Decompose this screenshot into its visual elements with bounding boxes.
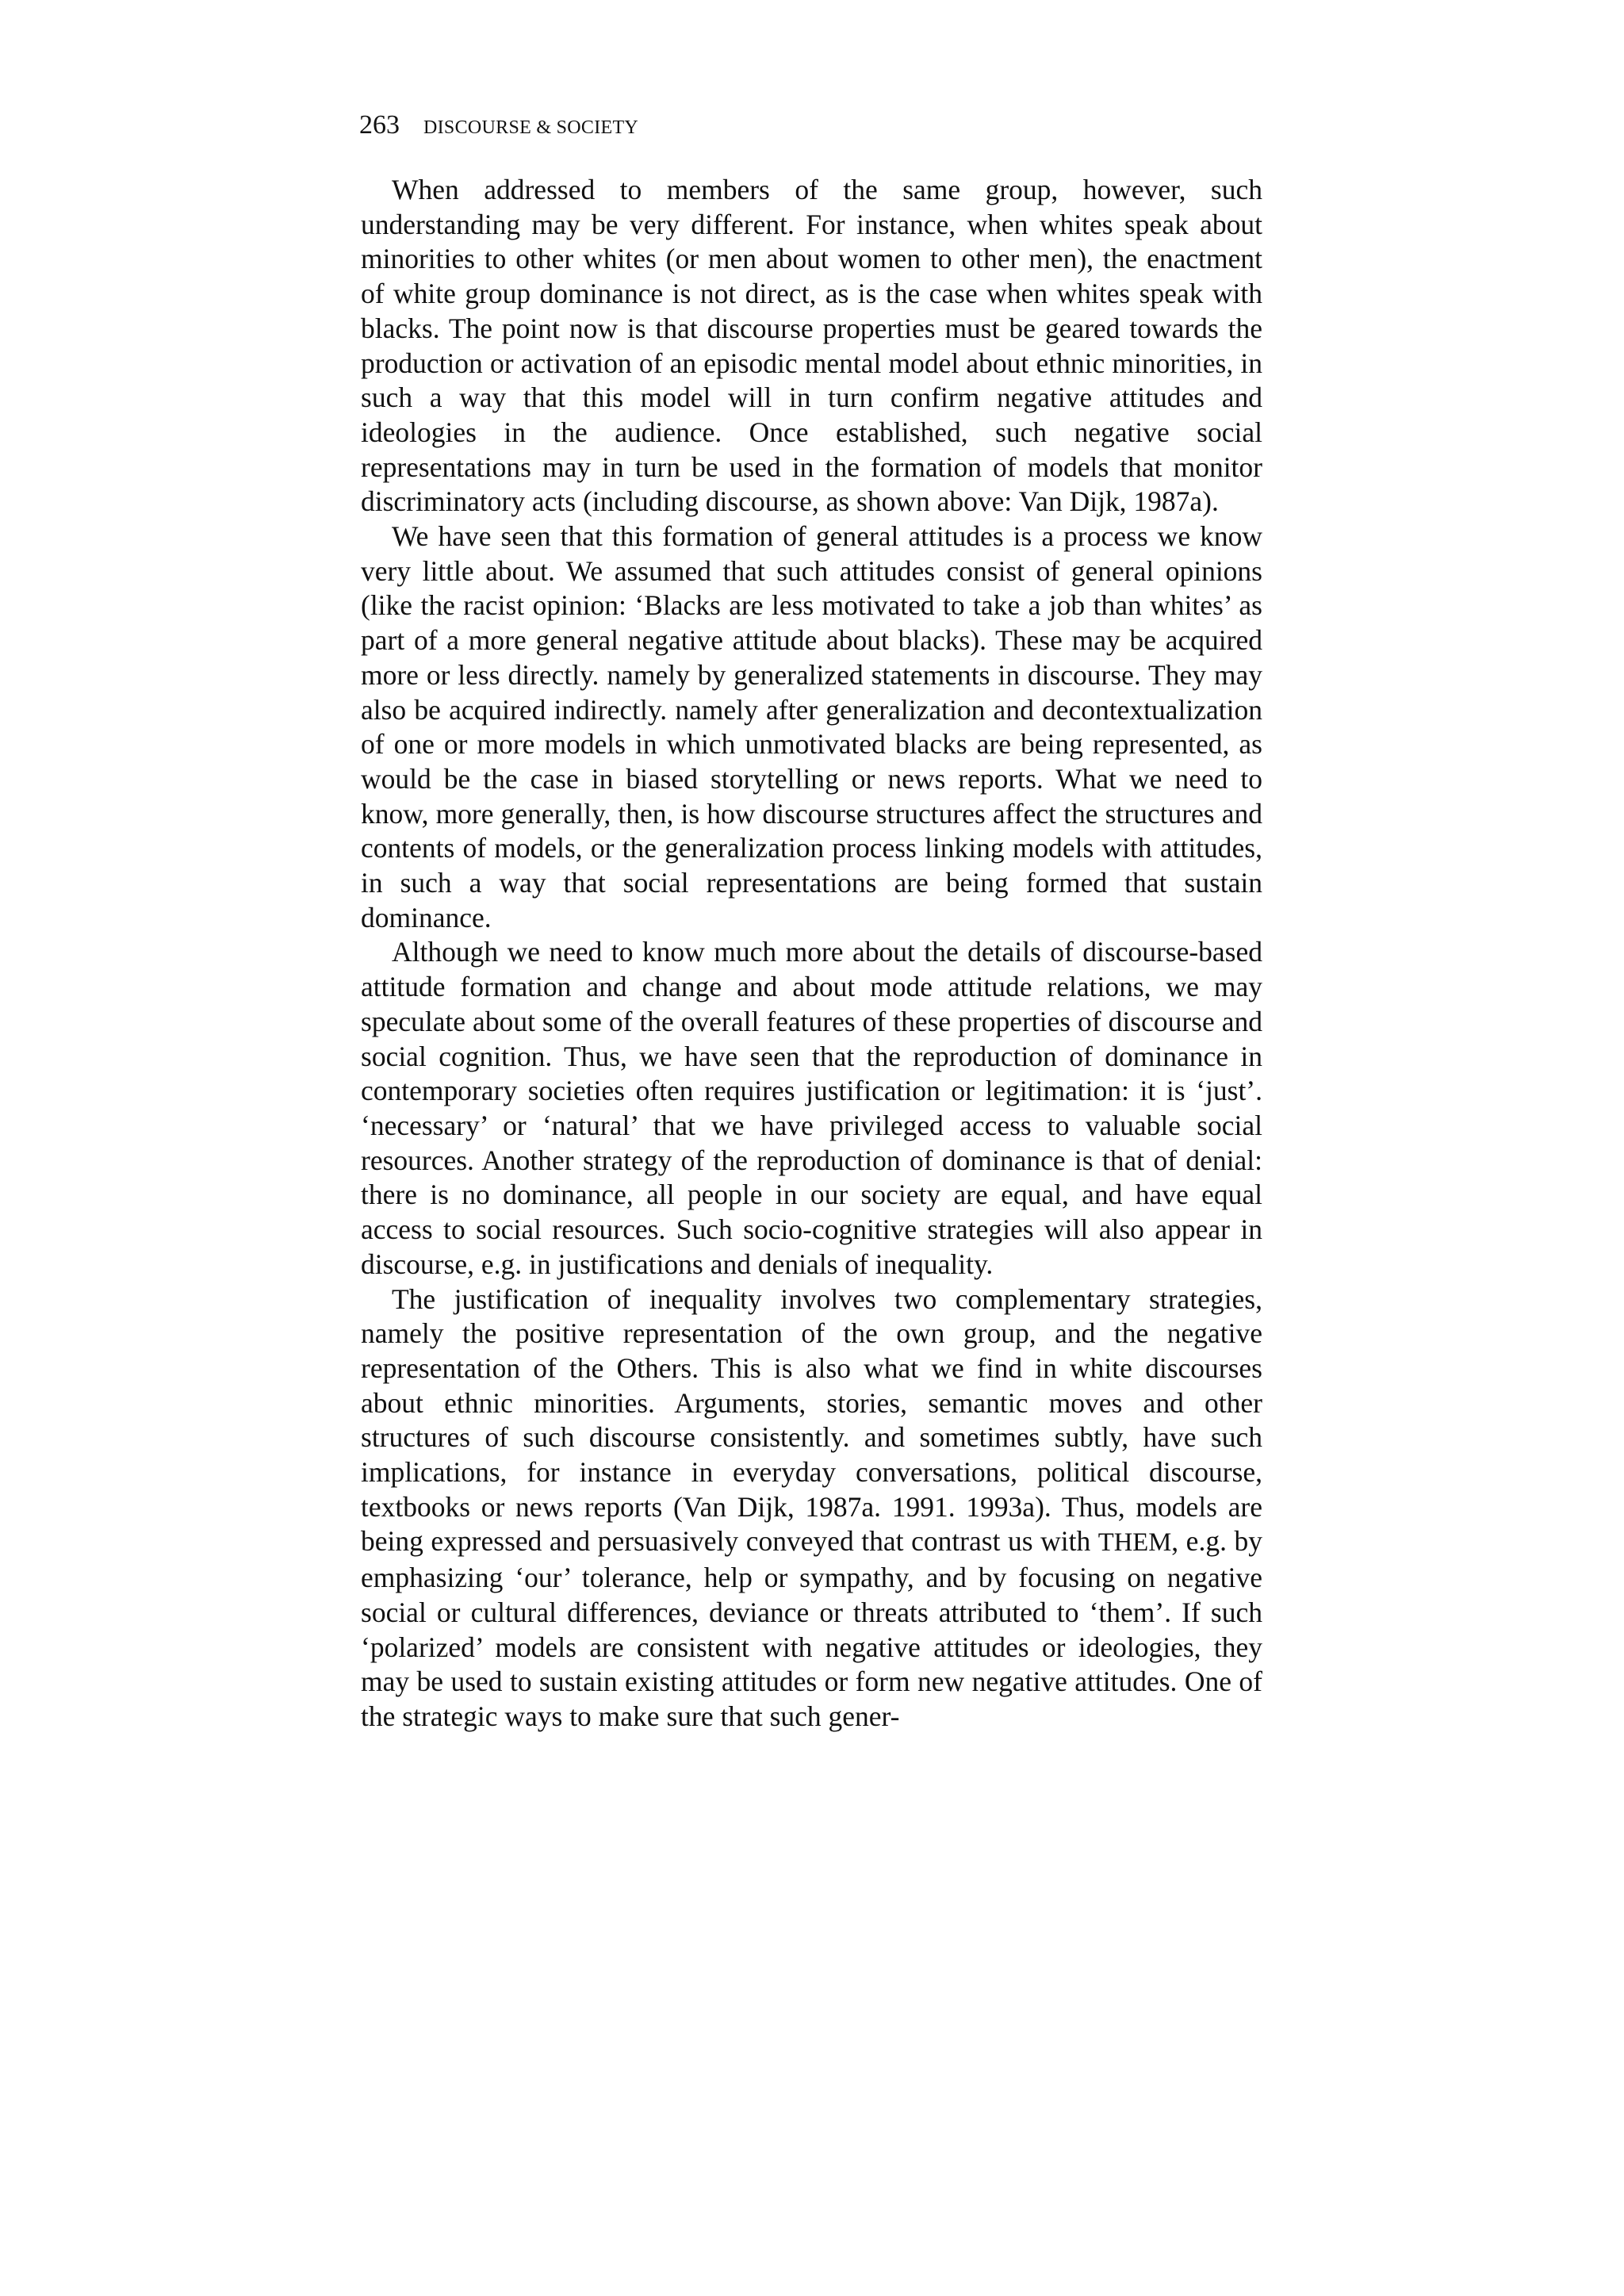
paragraph: We have seen that this formation of general attitudes is a process we know very little about. We assumed that such attitudes consist of general opinions (like the racist opinion: ‘Blacks are less motivated to take a job than whites’ as part of a more general negative attitude about blacks). These may be acquired more or less directly. namely by generalized statements in discourse. They may also be acquired indirectly. namely after generalization and decontextualization of one or more models in which unmotivated blacks are being represented, as would be the case in biased storytelling or news reports. What we need to know, more generally, then, is how discourse structures affect the structures and contents of models, or the generalization process linking models with attitudes, in such a way that social representations are being formed that sustain dominance. — [361, 520, 1262, 933]
running-header — [359, 108, 638, 148]
paragraph — [361, 1282, 1262, 1734]
paragraph: Although we need to know much more about the details of discourse-based attitude formation and change and about mode attitude relations, we may speculate about some of the overall features of these properties of discourse and social cognition. Thus, we have seen that the reproduction of dominance in contemporary societies often requires justification or legitimation: it is ‘just’. ‘necessary’ or ‘natural’ that we have privileged access to valuable social resources. Another strategy of the reproduction of dominance is that of denial: there is no dominance, all people in our society are equal, and have equal access to social resources. Such socio-cognitive strategies will also appear in discourse, e.g. in justifications and denials of inequality. — [361, 936, 1262, 1280]
paragraph-text: The justification of inequality involves two complementary strategies, namely the positive representation of the own group, and the negative representation of the Others. This is also what we find in white discourses about ethnic minorities. Arguments, stories, semantic moves and other structures of such discourse consistently. and sometimes subtly, have such implications, for instance in everyday conversations, political discourse, textbooks or news reports (Van Dijk, 1987a. 1991. 1993a). Thus, models are being expressed and persuasively conveyed that contrast us with — [361, 1282, 1262, 1558]
paragraph-text: , e.g. by emphasizing ‘our’ tolerance, help or sympathy, and by focusing on negative social or cultural differences, deviance or threats attributed to ‘them’. If such ‘polarized’ models are consistent with negative attitudes or ideologies, they may be used to sustain existing attitudes or form new negative attitudes. One of the strategic ways to make sure that such gener- — [361, 1525, 1262, 1732]
journal-title: DISCOURSE & SOCIETY — [423, 117, 639, 138]
page-number: 263 — [359, 110, 400, 140]
body-text — [361, 173, 1262, 1734]
paragraph: When addressed to members of the same group, however, such understanding may be very different. For instance, when whites speak about minorities to other whites (or men about women to other men), the enactment of white group dominance is not direct, as is the case when whites speak with blacks. The point now is that discourse properties must be geared towards the production or activation of an episodic mental model about ethnic minorities, in such a way that this model will in turn confirm negative attitudes and ideologies in the audience. Once established, such negative social representations may in turn be used in the formation of models that monitor discriminatory acts (including discourse, as shown above: Van Dijk, 1987a). — [361, 174, 1262, 518]
small-caps-term: THEM — [1097, 1528, 1172, 1558]
